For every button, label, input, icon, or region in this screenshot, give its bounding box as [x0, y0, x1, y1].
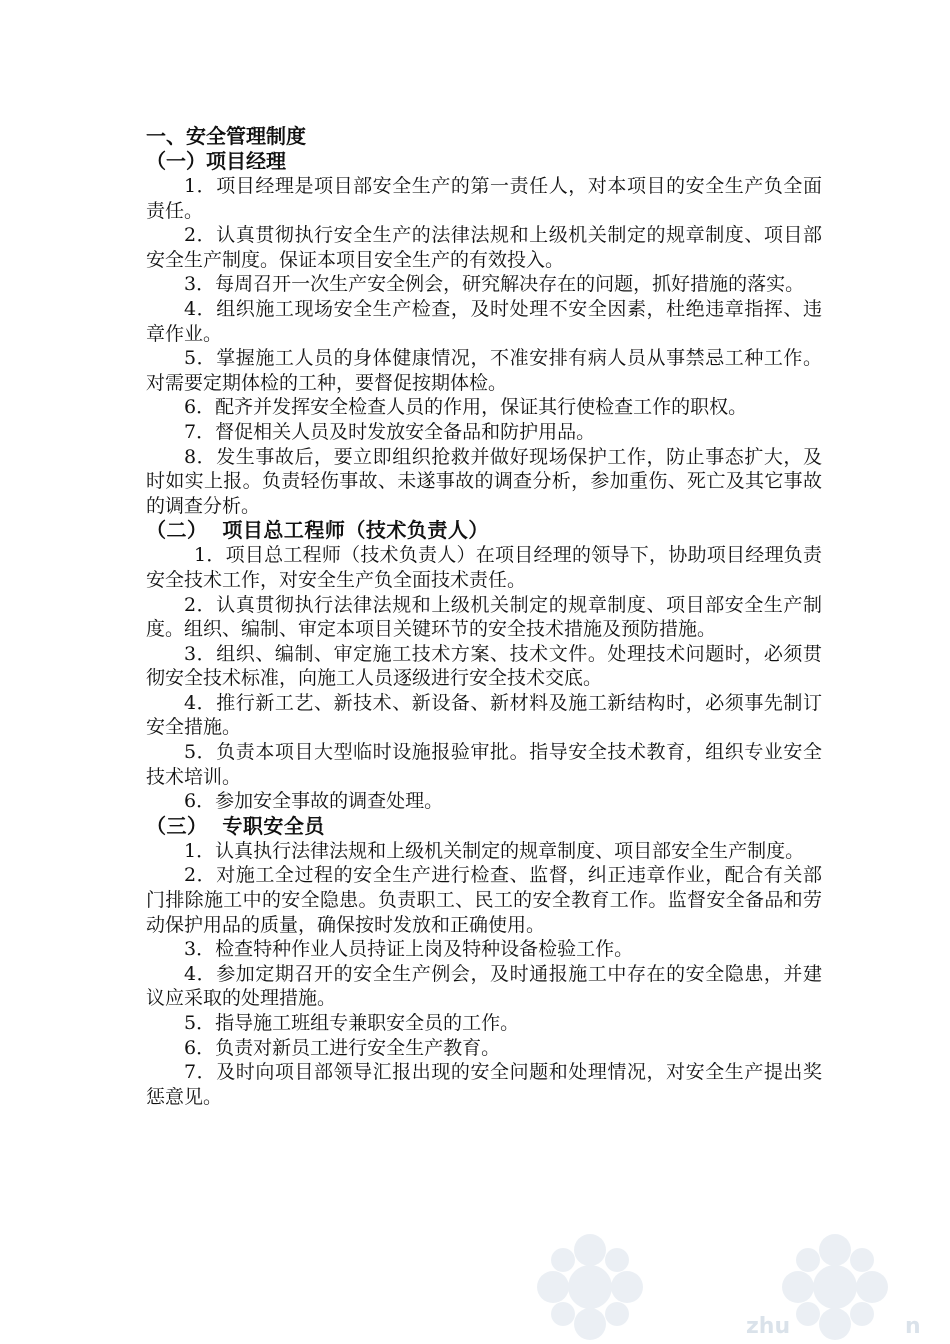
- so-item-3: 3．检查特种作业人员持证上岗及特种设备检验工作。: [184, 938, 634, 961]
- ce-item-6: 6．参加安全事故的调查处理。: [184, 790, 444, 813]
- watermark-logo-right-icon: [780, 1232, 890, 1342]
- pm-item-1: 1．项目经理是项目部安全生产的第一责任人，对本项目的安全生产负全面责任。: [146, 175, 822, 222]
- so-item-5: 5．指导施工班组专兼职安全员的工作。: [184, 1012, 520, 1034]
- heading-chief-engineer: （二） 项目总工程师（技术负责人）: [146, 518, 489, 543]
- section-title: 一、安全管理制度: [146, 124, 306, 148]
- watermark-text-right: n: [905, 1314, 921, 1339]
- pm-item-3: 3．每周召开一次生产安全例会，研究解决存在的问题，抓好措施的落实。: [184, 273, 805, 296]
- so-item-1: 1．认真执行法律法规和上级机关制定的规章制度、项目部安全生产制度。: [184, 839, 805, 862]
- pm-item-8: 8．发生事故后，要立即组织抢救并做好现场保护工作，防止事态扩大，及时如实上报。负责轻伤事故、未遂事故的调查分析，参加重伤、死亡及其它事故的调查分析。: [146, 445, 822, 517]
- heading-project-manager: （一）项目经理: [146, 149, 286, 173]
- ce-item-2: 2．认真贯彻执行法律法规和上级机关制定的规章制度、项目部安全生产制度。组织、编制、审定本项目关键环节的安全技术措施及预防措施。: [146, 593, 822, 641]
- pm-item-5: 5．掌握施工人员的身体健康情况，不准安排有病人员从事禁忌工种工作。对需要定期体检的工种，要督促按期体检。: [146, 347, 822, 394]
- ce-item-1: 1．项目总工程师（技术负责人）在项目经理的领导下，协助项目经理负责安全技术工作，对安全生产负全面技术责任。: [146, 544, 822, 591]
- watermark-logo-left-icon: [535, 1232, 645, 1342]
- so-item-4: 4．参加定期召开的安全生产例会，及时通报施工中存在的安全隐患，并建议应采取的处理措施。: [146, 962, 822, 1010]
- so-item-6: 6．负责对新员工进行安全生产教育。: [184, 1036, 501, 1059]
- document-body: [146, 124, 822, 1109]
- so-item-2: 2．对施工全过程的安全生产进行检查、监督，纠正违章作业，配合有关部门排除施工中的安全隐患。负责职工、民工的安全教育工作。监督安全备品和劳动保护用品的质量，确保按时发放和正确使用。: [146, 864, 822, 936]
- pm-item-7: 7．督促相关人员及时发放安全备品和防护用品。: [184, 420, 596, 443]
- so-item-7: 7．及时向项目部领导汇报出现的安全问题和处理情况，对安全生产提出奖惩意见。: [146, 1061, 822, 1108]
- ce-item-3: 3．组织、编制、审定施工技术方案、技术文件。处理技术问题时，必须贯彻安全技术标准，向施工人员逐级进行安全技术交底。: [146, 642, 822, 690]
- pm-item-6: 6．配齐并发挥安全检查人员的作用，保证其行使检查工作的职权。: [184, 396, 748, 419]
- ce-item-5: 5．负责本项目大型临时设施报验审批。指导安全技术教育，组织专业安全技术培训。: [146, 741, 822, 788]
- heading-safety-officer: （三） 专职安全员: [146, 813, 325, 838]
- watermark-text-left: zhu: [746, 1314, 791, 1339]
- pm-item-4: 4．组织施工现场安全生产检查，及时处理不安全因素，杜绝违章指挥、违章作业。: [146, 297, 822, 345]
- ce-item-4: 4．推行新工艺、新技术、新设备、新材料及施工新结构时，必须事先制订安全措施。: [146, 691, 822, 739]
- pm-item-2: 2．认真贯彻执行安全生产的法律法规和上级机关制定的规章制度、项目部安全生产制度。保证本项目安全生产的有效投入。: [146, 224, 822, 271]
